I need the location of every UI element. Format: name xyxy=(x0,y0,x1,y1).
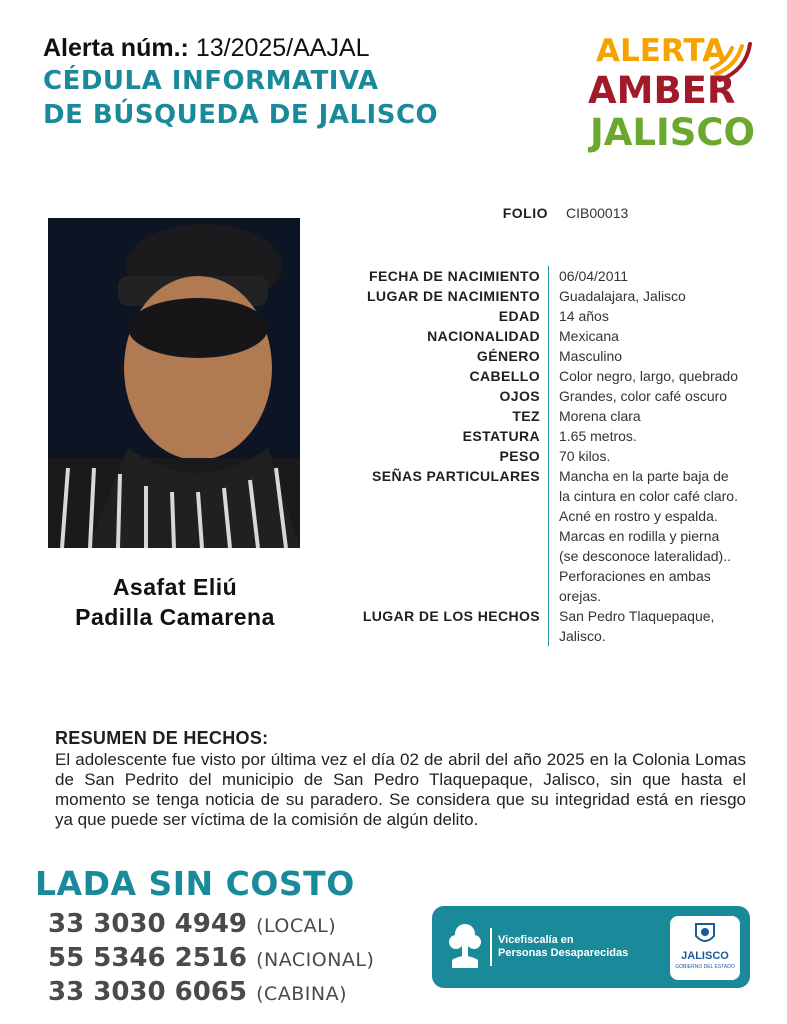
folio-label: FOLIO xyxy=(502,205,548,221)
detail-row-nationality xyxy=(300,326,760,346)
detail-label: CABELLO xyxy=(469,368,540,384)
detail-row-birth-date xyxy=(300,266,760,286)
detail-row-age xyxy=(300,306,760,326)
detail-label: TEZ xyxy=(512,408,540,424)
detail-value: Guadalajara, Jalisco xyxy=(548,286,738,306)
detail-label: LUGAR DE LOS HECHOS xyxy=(362,608,540,624)
detail-row-birth-place xyxy=(300,286,760,306)
phone-local[interactable] xyxy=(48,908,374,942)
detail-value: 70 kilos. xyxy=(548,446,738,466)
jalisco-shield-icon xyxy=(694,922,716,946)
phone-national[interactable] xyxy=(48,942,374,976)
phone-tag: (LOCAL) xyxy=(256,915,337,937)
phone-tag: (CABINA) xyxy=(256,983,348,1005)
phone-number: 33 3030 4949 xyxy=(48,909,248,939)
phone-number: 55 5346 2516 xyxy=(48,943,248,973)
person-details-list xyxy=(300,266,760,646)
detail-label: ESTATURA xyxy=(462,428,540,444)
person-first-name: Asafat Eliú xyxy=(112,574,238,600)
detail-row-incident-location xyxy=(300,606,760,646)
detail-row-distinguishing-marks xyxy=(300,466,760,606)
missing-person-photo xyxy=(48,218,300,548)
alert-number: 13/2025/AAJAL xyxy=(195,34,370,62)
vicefiscalia-name xyxy=(498,934,628,960)
detail-label: GÉNERO xyxy=(476,348,540,364)
phone-number: 33 3030 6065 xyxy=(48,977,248,1007)
summary-text: El adolescente fue visto por última vez el día 02 de abril del año 2025 en la Colonia Lomas de San Pedrito del municipio de San Pedro Tlaquepaque, Jalisco, sin que hasta el momento se tenga noticia de su paradero. Se considera que su integridad está en riesgo ya que puede ser víctima de la comisión de algún delito. xyxy=(55,750,746,829)
vicefiscalia-line2: Personas Desaparecidas xyxy=(498,947,629,959)
detail-label: PESO xyxy=(499,448,540,464)
detail-row-complexion xyxy=(300,406,760,426)
page-title-line2: DE BÚSQUEDA DE JALISCO xyxy=(43,100,439,130)
detail-value: 14 años xyxy=(548,306,738,326)
page-title-line1: CÉDULA INFORMATIVA xyxy=(43,66,379,96)
logo-word-alerta: ALERTA xyxy=(596,33,727,69)
detail-label: OJOS xyxy=(499,388,540,404)
person-name xyxy=(30,572,320,632)
detail-label: EDAD xyxy=(498,308,540,324)
logo-signal-icon xyxy=(706,34,752,84)
detail-row-hair xyxy=(300,366,760,386)
detail-row-gender xyxy=(300,346,760,366)
detail-label: NACIONALIDAD xyxy=(427,328,540,344)
detail-value: 1.65 metros. xyxy=(548,426,738,446)
detail-value: Grandes, color café oscuro xyxy=(548,386,738,406)
detail-row-eyes xyxy=(300,386,760,406)
detail-value: San Pedro Tlaquepaque, Jalisco. xyxy=(548,606,738,646)
phone-cabina[interactable] xyxy=(48,976,374,1010)
gobierno-wordmark: GOBIERNO DEL ESTADO xyxy=(675,964,735,970)
detail-row-weight xyxy=(300,446,760,466)
detail-value: Mancha en la parte baja de la cintura en color café claro. Acné en rostro y espalda. Marcas en rodilla y pierna (se desconoce lateralidad).. Perforaciones en ambas orejas. xyxy=(548,466,738,606)
toll-free-title: LADA SIN COSTO xyxy=(35,864,355,903)
banner-divider xyxy=(490,928,492,966)
detail-label: SEÑAS PARTICULARES xyxy=(372,468,540,484)
detail-row-height xyxy=(300,426,760,446)
summary-title: RESUMEN DE HECHOS: xyxy=(55,728,269,748)
jalisco-wordmark: JALISCO xyxy=(681,950,729,962)
logo-word-jalisco: JALISCO xyxy=(590,111,756,154)
folio-value: CIB00013 xyxy=(566,205,629,221)
phone-tag: (NACIONAL) xyxy=(256,949,375,971)
alert-number-line xyxy=(43,34,370,63)
detail-value: Mexicana xyxy=(548,326,738,346)
detail-value: Color negro, largo, quebrado xyxy=(548,366,738,386)
vicefiscalia-line1: Vicefiscalía en xyxy=(498,934,574,946)
detail-value: 06/04/2011 xyxy=(548,266,738,286)
detail-value: Morena clara xyxy=(548,406,738,426)
tree-logo-icon xyxy=(448,922,482,970)
alerta-amber-logo xyxy=(588,33,756,154)
detail-value: Masculino xyxy=(548,346,738,366)
logo-word-amber: AMBER xyxy=(588,69,736,112)
person-last-name: Padilla Camarena xyxy=(75,604,275,630)
phone-list xyxy=(48,908,374,1010)
jalisco-government-logo xyxy=(670,916,740,980)
detail-label: FECHA DE NACIMIENTO xyxy=(369,268,540,284)
alert-label: Alerta núm.: xyxy=(43,34,189,62)
detail-label: LUGAR DE NACIMIENTO xyxy=(366,288,540,304)
vicefiscalia-banner xyxy=(432,906,750,988)
